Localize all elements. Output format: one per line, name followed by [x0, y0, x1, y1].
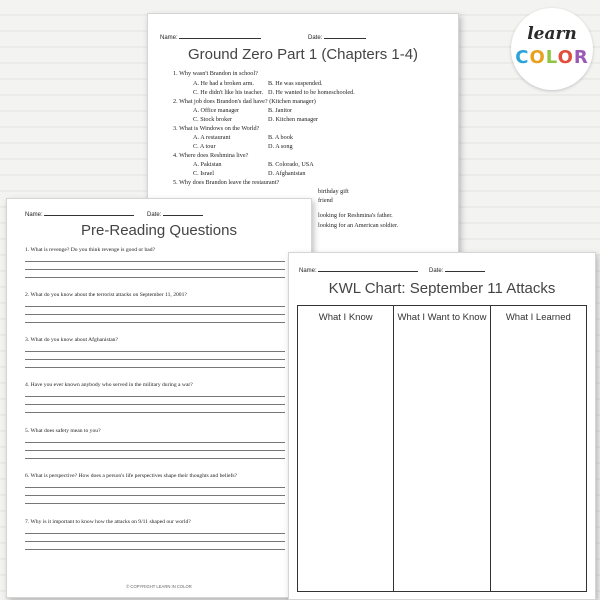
- name-label: Name:: [299, 268, 317, 274]
- answer-line: [25, 404, 285, 405]
- answer-line: [25, 322, 285, 323]
- answer-line: [25, 442, 285, 443]
- name-field: [299, 265, 418, 274]
- quiz-fragment: looking for an American soldier.: [318, 222, 399, 229]
- logo-letter: R: [573, 47, 589, 68]
- logo-letter: O: [529, 47, 546, 68]
- answer-line: [25, 277, 285, 278]
- answer-line: [25, 450, 285, 451]
- prereading-question: 1. What is revenge? Do you think revenge is good or bad?: [25, 247, 156, 253]
- prereading-question: 5. What does safety mean to you?: [25, 428, 101, 434]
- answer-line: [25, 261, 285, 262]
- name-label: Name:: [25, 212, 43, 218]
- quiz-title: Ground Zero Part 1 (Chapters 1-4): [187, 46, 419, 63]
- quiz-question: 3. What is Windows on the World?: [173, 125, 260, 132]
- quiz-option: D. He wanted to be homeschooled.: [268, 89, 355, 96]
- kwl-worksheet: [288, 252, 596, 600]
- quiz-option: B. A book: [268, 134, 293, 141]
- quiz-option: B. He was suspended.: [268, 80, 323, 87]
- kwl-table: [297, 305, 587, 592]
- answer-line: [25, 314, 285, 315]
- answer-line: [25, 503, 285, 504]
- quiz-fragment: birthday gift: [318, 188, 349, 195]
- quiz-option: D. A song: [268, 143, 293, 150]
- answer-line: [25, 269, 285, 270]
- logo-letter: L: [545, 47, 558, 68]
- answer-line: [25, 541, 285, 542]
- quiz-option: D. Kitchen manager: [268, 116, 318, 123]
- prereading-question: 6. What is perspective? How does a person's life perspectives shape their thoughts and beliefs?: [25, 473, 238, 479]
- date-label: Date:: [429, 268, 444, 274]
- kwl-column-header: What I Know: [318, 312, 373, 323]
- name-field: [25, 209, 134, 218]
- logo-letter: C: [515, 47, 530, 68]
- answer-line: [25, 533, 285, 534]
- answer-line: [25, 351, 285, 352]
- quiz-question: 1. Why wasn't Brandon in school?: [173, 70, 258, 77]
- date-line: [324, 32, 366, 39]
- quiz-question: 2. What job does Brandon's dad have? (Kitchen manager): [173, 98, 316, 105]
- quiz-option: A. Pakistan: [193, 161, 222, 168]
- logo-text-learn: learn: [527, 24, 577, 44]
- prereading-question: 7. Why is it important to know how the attacks on 9/11 shaped our world?: [25, 519, 191, 525]
- prereading-question: 4. Have you ever known anybody who served in the military during a war?: [25, 382, 193, 388]
- kwl-title: KWL Chart: September 11 Attacks: [328, 280, 556, 297]
- quiz-option: A. A restaurant: [193, 134, 231, 141]
- quiz-option: C. Stock broker: [193, 116, 233, 123]
- name-line: [179, 32, 261, 39]
- date-line: [445, 265, 485, 272]
- quiz-option: A. He had a broken arm.: [193, 80, 254, 87]
- date-field: [308, 32, 366, 41]
- pre-reading-title: Pre-Reading Questions: [81, 222, 237, 239]
- kwl-column-header: What I Want to Know: [397, 312, 487, 323]
- quiz-option: B. Janitor: [268, 107, 293, 114]
- quiz-fragment: friend: [318, 197, 333, 204]
- date-label: Date:: [147, 212, 162, 218]
- answer-line: [25, 458, 285, 459]
- answer-line: [25, 495, 285, 496]
- name-label: Name:: [160, 35, 178, 41]
- quiz-option: C. A tour: [193, 143, 216, 150]
- answer-line: [25, 396, 285, 397]
- logo-text-color: [511, 47, 593, 68]
- name-line: [44, 209, 134, 216]
- name-field: [160, 32, 261, 41]
- date-label: Date:: [308, 35, 323, 41]
- learn-in-color-logo: [511, 8, 593, 90]
- answer-line: [25, 359, 285, 360]
- prereading-question: 2. What do you know about the terrorist attacks on September 11, 2001?: [25, 292, 187, 298]
- quiz-option: C. Israel: [193, 170, 214, 177]
- copyright-notice: © COPYRIGHT LEARN IN COLOR: [126, 584, 192, 589]
- answer-line: [25, 412, 285, 413]
- date-line: [163, 209, 203, 216]
- answer-line: [25, 549, 285, 550]
- kwl-column-know: [298, 306, 394, 591]
- logo-letter: O: [557, 47, 574, 68]
- name-line: [318, 265, 418, 272]
- kwl-column-learned: [491, 306, 586, 591]
- quiz-option: D. Afghanistan: [268, 170, 306, 177]
- answer-line: [25, 306, 285, 307]
- pre-reading-worksheet: [6, 198, 312, 598]
- quiz-question: 4. Where does Reshmina live?: [173, 152, 249, 159]
- date-field: [429, 265, 485, 274]
- prereading-question: 3. What do you know about Afghanistan?: [25, 337, 118, 343]
- quiz-fragment: looking for Reshmina's father.: [318, 212, 393, 219]
- kwl-column-want: [394, 306, 490, 591]
- date-field: [147, 209, 203, 218]
- kwl-column-header: What I Learned: [505, 312, 571, 323]
- answer-line: [25, 487, 285, 488]
- answer-line: [25, 367, 285, 368]
- quiz-option: A. Office manager: [193, 107, 240, 114]
- quiz-question: 5. Why does Brandon leave the restaurant?: [173, 179, 280, 186]
- quiz-option: B. Colorado, USA: [268, 161, 314, 168]
- quiz-option: C. He didn't like his teacher.: [193, 89, 264, 96]
